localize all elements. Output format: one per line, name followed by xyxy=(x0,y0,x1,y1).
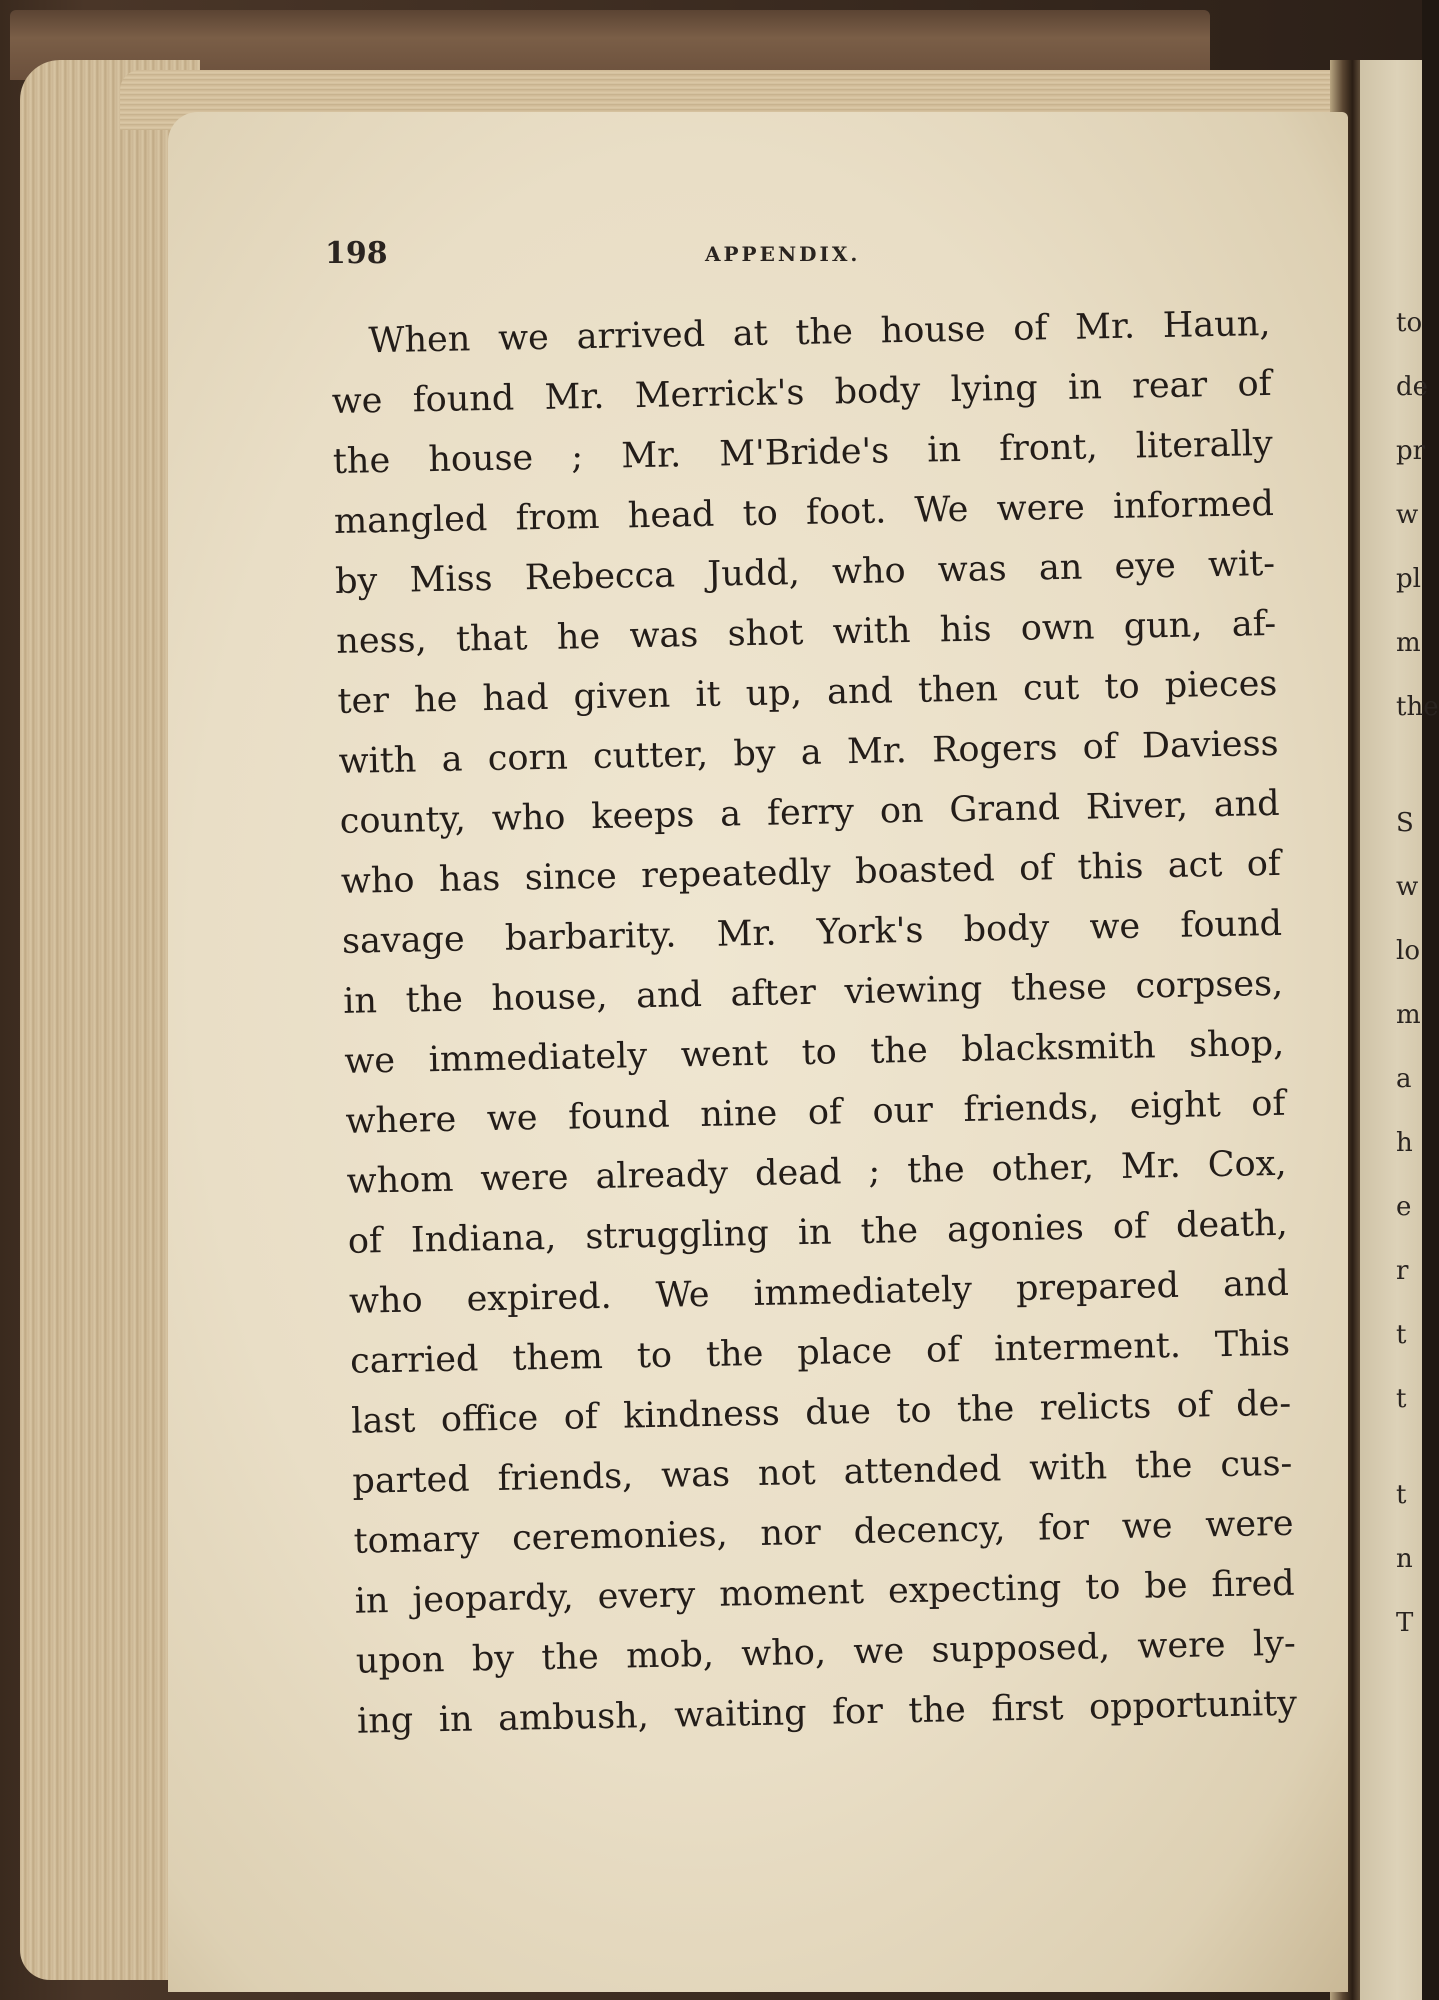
text-line: in the house, and after viewing these corpses, xyxy=(342,963,1284,1022)
text-line: by Miss Rebecca Judd, who was an eye wit- xyxy=(334,543,1276,602)
facing-page-fragment: pr xyxy=(1396,436,1426,466)
text-line: ing in ambush, waiting for the first opportunity xyxy=(356,1683,1298,1742)
text-line: the house ; Mr. M'Bride's in front, literally xyxy=(332,423,1274,482)
text-line: we immediately went to the blacksmith shop, xyxy=(344,1023,1285,1082)
facing-page-fragment: S xyxy=(1396,808,1414,838)
facing-page-fragment: t xyxy=(1396,1384,1407,1414)
facing-page-fragment: w xyxy=(1396,872,1419,902)
facing-page-fragment: e xyxy=(1396,1192,1412,1222)
facing-page-fragment: m xyxy=(1396,628,1421,658)
facing-page-fragment: T xyxy=(1396,1608,1414,1638)
running-head: APPENDIX. xyxy=(705,242,861,266)
text-line: carried them to the place of interment. This xyxy=(349,1323,1291,1382)
text-line: upon by the mob, who, we supposed, were ly- xyxy=(355,1623,1297,1682)
facing-page-fragment: a xyxy=(1396,1064,1412,1094)
text-line: who expired. We immediately prepared and xyxy=(348,1263,1290,1322)
facing-page-fragment: the xyxy=(1396,692,1439,722)
page-header xyxy=(325,236,1275,286)
facing-page-fragment: n xyxy=(1396,1544,1413,1574)
text-line: county, who keeps a ferry on Grand River, and xyxy=(339,783,1281,842)
text-line: we found Mr. Merrick's body lying in rear of xyxy=(331,363,1272,422)
text-line: of Indiana, struggling in the agonies of death, xyxy=(347,1203,1289,1262)
facing-page-fragment: de xyxy=(1396,372,1429,402)
facing-page-fragment: h xyxy=(1396,1128,1413,1158)
text-line: ter he had given it up, and then cut to pieces xyxy=(337,663,1278,722)
text-line: who has since repeatedly boasted of this act of xyxy=(340,843,1282,902)
facing-page-fragment: t xyxy=(1396,1320,1407,1350)
text-line: with a corn cutter, by a Mr. Rogers of Daviess xyxy=(338,723,1279,782)
text-line: savage barbarity. Mr. York's body we found xyxy=(341,903,1283,962)
facing-page-fragment: m xyxy=(1396,1000,1421,1030)
text-line: mangled from head to foot. We were informed xyxy=(333,483,1275,542)
facing-page-fragment: to xyxy=(1396,308,1423,338)
text-line: ness, that he was shot with his own gun, af- xyxy=(335,603,1277,662)
facing-page-fragment: lo xyxy=(1396,936,1420,966)
facing-page-fragment: t xyxy=(1396,1480,1407,1510)
body-text xyxy=(330,294,1297,1752)
text-line: parted friends, was not attended with the cus- xyxy=(352,1443,1293,1502)
text-line: where we found nine of our friends, eight of xyxy=(345,1083,1286,1142)
facing-page-fragment: r xyxy=(1396,1256,1409,1286)
facing-page-fragment: pl xyxy=(1396,564,1421,594)
facing-page-fragment: w xyxy=(1396,500,1419,530)
page-number: 198 xyxy=(325,236,388,271)
text-line: in jeopardy, every moment expecting to be fired xyxy=(354,1563,1295,1622)
facing-page xyxy=(1360,60,1439,2000)
text-line: whom were already dead ; the other, Mr. Cox, xyxy=(346,1143,1287,1202)
text-line: tomary ceremonies, nor decency, for we were xyxy=(353,1503,1294,1562)
text-line: last office of kindness due to the relicts of de- xyxy=(350,1383,1292,1442)
text-line: When we arrived at the house of Mr. Haun, xyxy=(368,303,1271,362)
